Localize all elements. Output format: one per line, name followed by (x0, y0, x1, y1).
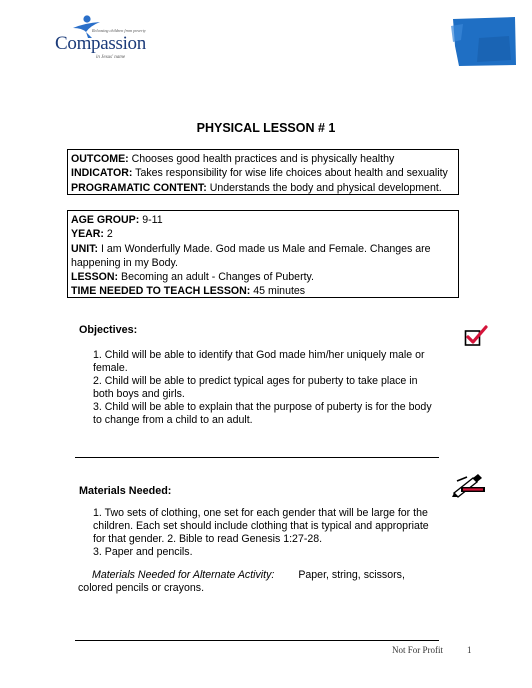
list-item: 1. Child will be able to identify that God made him/her uniquely male or female. (93, 349, 425, 374)
unit-line: UNIT: I am Wonderfully Made. God made us Male and Female. Changes are happening in my Body. (71, 242, 431, 269)
list-item: 1. Two sets of clothing, one set for each gender that will be large for the children. Each set should include clothing that is typical and appropriate for that gender. 2. Bible to read Genesis 1:27-28. (93, 507, 429, 545)
lesson-line: LESSON: Becoming an adult - Changes of Puberty. (71, 271, 314, 284)
objectives-list (93, 349, 438, 427)
page-number: 1 (467, 645, 472, 655)
alternate-materials (78, 569, 423, 595)
logo-tagline: Releasing children from poverty (92, 28, 146, 33)
list-item: 3. Child will be able to explain that the purpose of puberty is for the body to change from a child to an adult. (93, 401, 432, 426)
section-divider (75, 640, 439, 641)
outcome-line: OUTCOME: Chooses good health practices and is physically healthy (71, 153, 395, 165)
materials-heading: Materials Needed: (79, 485, 172, 497)
logo-wordmark: Compassion (55, 33, 146, 54)
footer-text: Not For Profit (392, 645, 444, 655)
list-item: 3. Paper and pencils. (93, 546, 193, 558)
alternate-materials-label: Materials Needed for Alternate Activity: (92, 569, 275, 581)
lesson-info-box (67, 210, 459, 298)
pencil-ruler-icon (451, 472, 487, 498)
section-divider (75, 457, 439, 458)
alternate-materials-text: Paper, string, scissors, colored pencils or crayons. (78, 569, 405, 594)
list-item: 2. Child will be able to predict typical ages for puberty to take place in both boys and girls. (93, 375, 418, 400)
time-needed-line: TIME NEEDED TO TEACH LESSON: 45 minutes (71, 285, 306, 298)
objectives-heading: Objectives: (79, 324, 138, 336)
programatic-content-line: PROGRAMATIC CONTENT: Understands the body and physical development. (71, 181, 442, 194)
year-line: YEAR: 2 (71, 228, 113, 241)
logo-subtitle: in Jesus' name (96, 55, 126, 60)
blue-stamp-graphic (449, 16, 517, 67)
outcome-box (67, 149, 459, 195)
materials-list (93, 507, 438, 559)
indicator-line: INDICATOR: Takes responsibility for wise life choices about health and sexuality (71, 167, 448, 180)
age-group-line: AGE GROUP: 9-11 (71, 214, 163, 226)
checkmark-box-icon (464, 325, 488, 347)
page-title: PHYSICAL LESSON # 1 (196, 121, 336, 135)
page-footer (392, 645, 472, 655)
